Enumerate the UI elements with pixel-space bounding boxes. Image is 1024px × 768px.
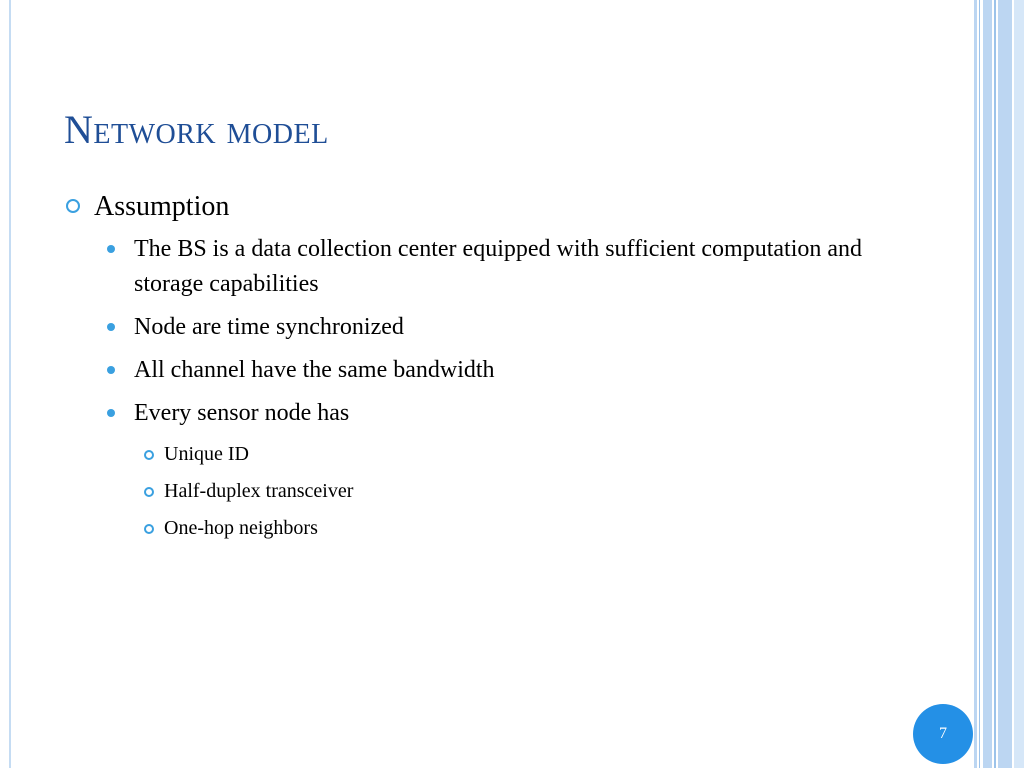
bullet-level1 [64, 186, 884, 228]
bullet-text: The BS is a data collection center equipped with sufficient computation and storage capabilities [134, 236, 863, 297]
bullet-text: One-hop neighbors [164, 517, 318, 539]
stripe [974, 0, 977, 768]
bullet-level2 [64, 353, 884, 388]
bullet-text: All channel have the same bandwidth [134, 357, 495, 383]
slide-title: Network model [64, 107, 329, 152]
bullet-level3 [64, 439, 884, 469]
left-border-line [9, 0, 11, 768]
page-number: 7 [939, 725, 947, 742]
bullet-level3 [64, 476, 884, 506]
ring-bullet-icon [144, 450, 154, 460]
bullet-level2 [64, 232, 884, 302]
page-number-badge [913, 704, 973, 764]
ring-bullet-icon [144, 487, 154, 497]
stripe [994, 0, 996, 768]
bullet-level2 [64, 310, 884, 345]
slide-body [64, 186, 884, 550]
ring-bullet-icon [144, 524, 154, 534]
bullet-level2 [64, 396, 884, 431]
stripe [983, 0, 992, 768]
stripe [998, 0, 1012, 768]
dot-bullet-icon [107, 245, 115, 253]
right-decorative-stripes [974, 0, 1024, 768]
ring-bullet-icon [66, 199, 80, 213]
dot-bullet-icon [107, 366, 115, 374]
bullet-text: Unique ID [164, 443, 249, 465]
bullet-level3 [64, 513, 884, 543]
bullet-text: Every sensor node has [134, 400, 350, 426]
stripe [979, 0, 980, 768]
dot-bullet-icon [107, 409, 115, 417]
dot-bullet-icon [107, 323, 115, 331]
bullet-text: Node are time synchronized [134, 314, 404, 340]
bullet-text: Half-duplex transceiver [164, 480, 354, 502]
bullet-text: Assumption [94, 191, 230, 222]
stripe [1014, 0, 1024, 768]
